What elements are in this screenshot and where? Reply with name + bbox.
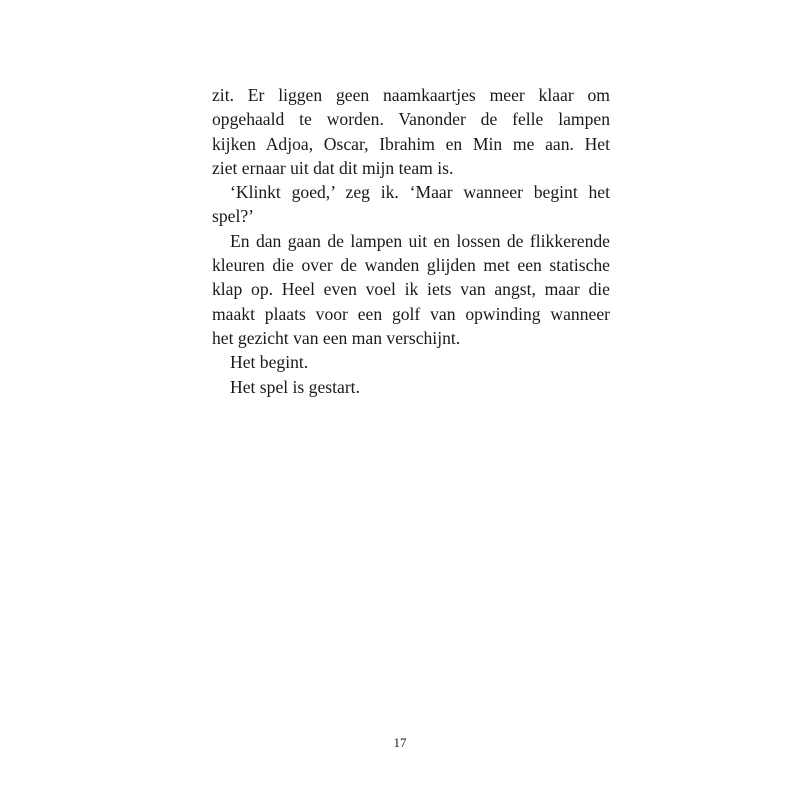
text-line: klap op. Heel even voel ik iets van angst, maar die [212,279,610,300]
text-line: spel?’ [212,206,255,227]
text-line: ‘Klinkt goed,’ zeg ik. ‘Maar wanneer begint het [230,182,610,203]
text-line: opgehaald te worden. Vanonder de felle lampen [212,109,610,130]
text-line: zit. Er liggen geen naamkaartjes meer klaar om [212,85,610,105]
text-line: kijken Adjoa, Oscar, Ibrahim en Min me aan. Het [212,133,610,154]
text-line: ziet ernaar uit dat dit mijn team is. [212,157,454,178]
text-line: Het spel is gestart. [230,376,360,397]
text-line: het gezicht van een man verschijnt. [212,327,461,348]
text-line: maakt plaats voor een golf van opwinding wanneer [212,303,610,324]
text-line: En dan gaan de lampen uit en lossen de flikkerende [230,230,610,251]
body-text [212,83,610,399]
page-number: 17 [393,735,407,750]
text-line: Het begint. [230,352,309,373]
text-line: kleuren die over de wanden glijden met een statische [212,255,610,276]
